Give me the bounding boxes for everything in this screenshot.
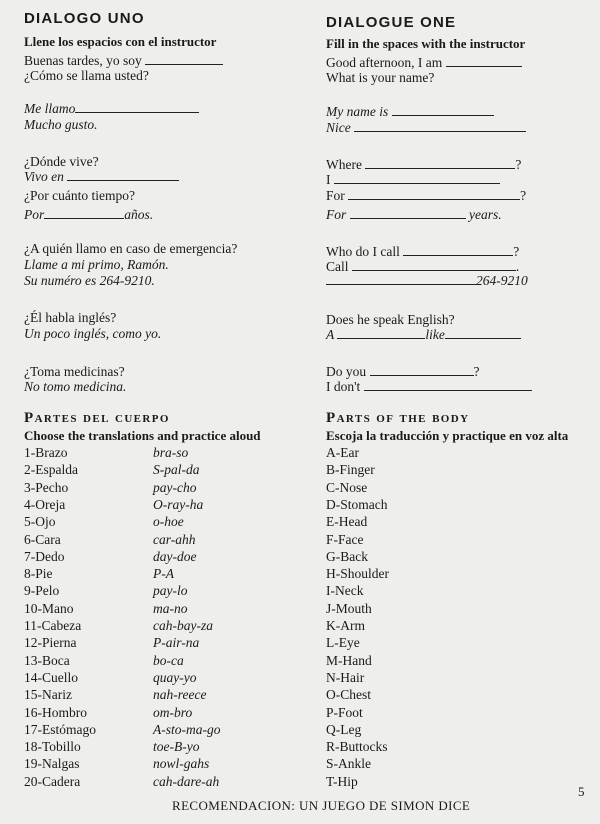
dialogue-es-line: ¿Cómo se llama usted?: [24, 68, 149, 83]
body-es-word: 17-Estómago: [24, 721, 96, 737]
recommendation: RECOMENDACION: UN JUEGO DE SIMON DICE: [172, 798, 471, 813]
dialogue-en-line: 264-9210: [326, 272, 528, 289]
body-en-item: F-Face: [326, 531, 364, 547]
dialogue-es-line: Su numéro es 264-9210.: [24, 273, 155, 288]
dialogue-es-line: Buenas tardes, yo soy: [24, 52, 223, 69]
dialogue-en-line: Nice: [326, 119, 526, 136]
body-en-item: I-Neck: [326, 583, 364, 599]
dialogue-en-line: A like: [326, 326, 521, 343]
body-es-title: Partes del cuerpo: [24, 410, 170, 426]
dialogue-es-line: ¿Dónde vive?: [24, 154, 99, 169]
dialogue-en-line: Good afternoon, I am: [326, 54, 522, 71]
body-es-pronunciation: A-sto-ma-go: [153, 721, 221, 737]
dialogue-es-line: ¿Toma medicinas?: [24, 364, 125, 379]
fill-blank[interactable]: [403, 243, 513, 256]
dialogue-es-line: ¿A quién llamo en caso de emergencia?: [24, 241, 238, 256]
body-es-word: 7-Dedo: [24, 548, 65, 564]
dialogue-en-line: Where ?: [326, 157, 522, 172]
body-es-word: 19-Nalgas: [24, 756, 80, 772]
dialogue-en-line: Do you ?: [326, 364, 480, 379]
body-es-word: 9-Pelo: [24, 583, 60, 599]
fill-blank[interactable]: [370, 363, 474, 376]
body-es-word: 15-Nariz: [24, 687, 72, 703]
dialogue-es-instruction: Llene los espacios con el instructor: [24, 34, 217, 49]
fill-blank[interactable]: [392, 103, 494, 116]
dialogue-en-line: I: [326, 171, 500, 188]
fill-blank[interactable]: [364, 378, 532, 391]
body-en-item: H-Shoulder: [326, 566, 389, 582]
body-es-pronunciation: P-A: [153, 566, 174, 582]
fill-blank[interactable]: [445, 326, 521, 339]
dialogue-en-line: What is your name?: [326, 70, 435, 85]
body-en-item: G-Back: [326, 548, 368, 564]
dialogue-es-title: DIALOGO UNO: [24, 10, 145, 27]
body-es-pronunciation: nowl-gahs: [153, 756, 210, 772]
fill-blank[interactable]: [446, 54, 522, 67]
body-es-pronunciation: quay-yo: [153, 669, 197, 685]
body-en-item: B-Finger: [326, 462, 375, 478]
body-es-pronunciation: bo-ca: [153, 652, 184, 668]
body-es-word: 6-Cara: [24, 531, 61, 547]
page-number: 5: [578, 784, 585, 799]
body-es-pronunciation: P-air-na: [153, 635, 200, 651]
dialogue-es-line: ¿Él habla inglés?: [24, 310, 117, 325]
body-es-pronunciation: O-ray-ha: [153, 496, 204, 512]
body-es-pronunciation: S-pal-da: [153, 462, 200, 478]
dialogue-es-line: Mucho gusto.: [24, 117, 98, 132]
fill-blank[interactable]: [354, 119, 526, 132]
body-en-item: O-Chest: [326, 687, 371, 703]
dialogue-es-line: Vivo en: [24, 168, 179, 185]
body-en-item: M-Hand: [326, 652, 372, 668]
body-en-item: N-Hair: [326, 669, 365, 685]
body-en-item: D-Stomach: [326, 496, 388, 512]
body-es-pronunciation: car-ahh: [153, 531, 196, 547]
body-es-pronunciation: pay-lo: [153, 583, 188, 599]
body-es-word: 20-Cadera: [24, 773, 81, 789]
dialogue-en-line: For years.: [326, 207, 502, 222]
dialogue-en-line: Does he speak English?: [326, 312, 455, 327]
body-es-word: 11-Cabeza: [24, 618, 82, 633]
fill-blank[interactable]: [365, 156, 515, 169]
body-es-word: 14-Cuello: [24, 669, 78, 685]
body-es-word: 16-Hombro: [24, 704, 87, 720]
body-en-item: S-Ankle: [326, 756, 371, 772]
dialogue-en-line: My name is: [326, 103, 494, 120]
body-es-pronunciation: ma-no: [153, 600, 188, 616]
body-es-pronunciation: o-hoe: [153, 514, 184, 530]
body-en-item: Q-Leg: [326, 721, 362, 737]
body-en-item: K-Arm: [326, 618, 365, 633]
body-en-item: P-Foot: [326, 704, 363, 720]
body-es-pronunciation: pay-cho: [153, 479, 197, 495]
body-es-pronunciation: om-bro: [153, 704, 193, 720]
fill-blank[interactable]: [334, 171, 500, 184]
body-en-item: R-Buttocks: [326, 739, 388, 755]
body-es-word: 2-Espalda: [24, 462, 78, 478]
body-es-word: 18-Tobillo: [24, 739, 81, 755]
fill-blank[interactable]: [352, 258, 516, 271]
body-en-item: J-Mouth: [326, 600, 372, 616]
fill-blank[interactable]: [44, 206, 124, 219]
dialogue-en-line: Who do I call ?: [326, 244, 520, 259]
body-es-pronunciation: bra-so: [153, 445, 189, 460]
dialogue-en-line: Call .: [326, 259, 520, 274]
dialogue-es-line: Llame a mi primo, Ramón.: [24, 257, 169, 272]
body-es-pronunciation: nah-reece: [153, 687, 207, 703]
body-en-title: Parts of the body: [326, 410, 470, 426]
body-en-item: L-Eye: [326, 635, 360, 651]
body-es-word: 1-Brazo: [24, 445, 68, 460]
fill-blank[interactable]: [348, 187, 520, 200]
body-en-instruction: Escoja la traducción y practique en voz alta: [326, 428, 569, 443]
dialogue-es-line: ¿Por cuánto tiempo?: [24, 188, 135, 203]
body-es-pronunciation: day-doe: [153, 548, 197, 564]
dialogue-en-line: I don't: [326, 378, 532, 395]
body-en-item: C-Nose: [326, 479, 368, 495]
fill-blank[interactable]: [326, 272, 476, 285]
dialogue-es-line: Por años.: [24, 207, 154, 222]
dialogue-es-line: No tomo medicina.: [24, 379, 127, 394]
body-es-word: 10-Mano: [24, 600, 74, 616]
body-es-word: 4-Oreja: [24, 496, 66, 512]
dialogue-es-line: Me llamo: [24, 100, 199, 117]
body-es-word: 8-Pie: [24, 566, 53, 582]
body-es-pronunciation: cah-dare-ah: [153, 773, 220, 789]
body-en-item: E-Head: [326, 514, 368, 530]
dialogue-es-line: Un poco inglés, como yo.: [24, 326, 162, 341]
fill-blank[interactable]: [75, 100, 199, 113]
fill-blank[interactable]: [337, 326, 425, 339]
body-es-word: 13-Boca: [24, 652, 70, 668]
dialogue-en-title: DIALOGUE ONE: [326, 14, 457, 31]
fill-blank[interactable]: [145, 52, 223, 65]
body-es-word: 3-Pecho: [24, 479, 69, 495]
body-es-pronunciation: toe-B-yo: [153, 739, 200, 755]
body-en-item: T-Hip: [326, 773, 358, 789]
fill-blank[interactable]: [350, 206, 466, 219]
body-es-pronunciation: cah-bay-za: [153, 618, 213, 633]
dialogue-en-instruction: Fill in the spaces with the instructor: [326, 36, 526, 51]
body-es-word: 12-Pierna: [24, 635, 77, 651]
body-en-item: A-Ear: [326, 445, 359, 460]
fill-blank[interactable]: [67, 168, 179, 181]
body-es-word: 5-Ojo: [24, 514, 56, 530]
dialogue-en-line: For ?: [326, 188, 527, 203]
body-es-instruction: Choose the translations and practice aloud: [24, 428, 261, 443]
